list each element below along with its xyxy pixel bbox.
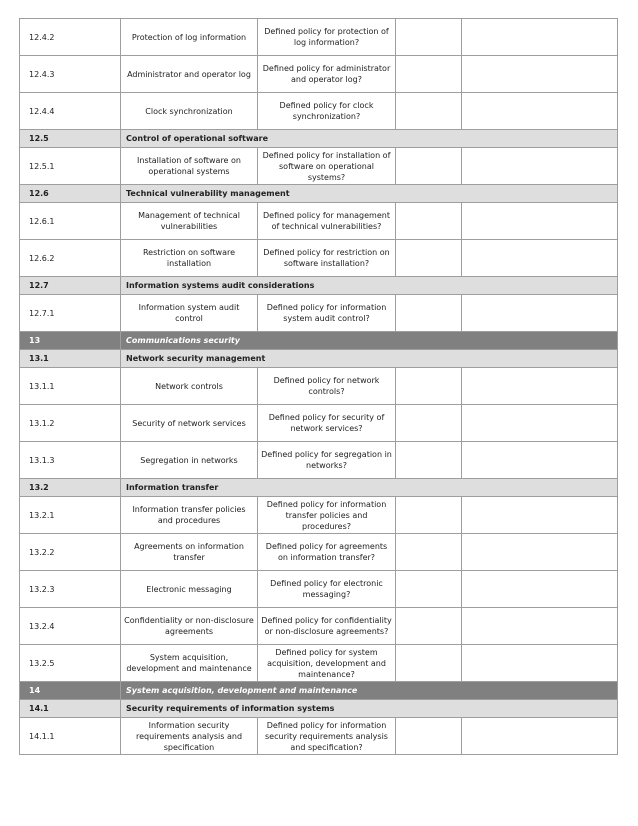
control-ref: 12.6.1 xyxy=(20,203,121,240)
control-name: Installation of software on operational systems xyxy=(121,148,258,185)
control-name: System acquisition, development and maintenance xyxy=(121,645,258,682)
answer-cell xyxy=(396,497,462,534)
control-ref: 12.4.4 xyxy=(20,93,121,130)
control-ref: 12.6.2 xyxy=(20,240,121,277)
control-row xyxy=(20,571,618,608)
section-title: Information transfer xyxy=(121,479,618,497)
section-title: Control of operational software xyxy=(121,130,618,148)
answer-cell xyxy=(396,368,462,405)
control-row xyxy=(20,497,618,534)
control-question: Defined policy for information security requirements analysis and specification? xyxy=(258,718,396,755)
answer-cell xyxy=(396,571,462,608)
section-header-row xyxy=(20,682,618,700)
control-row xyxy=(20,718,618,755)
control-ref: 13.2.2 xyxy=(20,534,121,571)
notes-cell xyxy=(462,442,618,479)
control-row xyxy=(20,645,618,682)
answer-cell xyxy=(396,203,462,240)
control-question: Defined policy for system acquisition, development and maintenance? xyxy=(258,645,396,682)
notes-cell xyxy=(462,534,618,571)
control-name: Management of technical vulnerabilities xyxy=(121,203,258,240)
answer-cell xyxy=(396,93,462,130)
control-row xyxy=(20,534,618,571)
control-ref: 14.1.1 xyxy=(20,718,121,755)
answer-cell xyxy=(396,56,462,93)
control-name: Security of network services xyxy=(121,405,258,442)
answer-cell xyxy=(396,442,462,479)
notes-cell xyxy=(462,56,618,93)
section-title: Information systems audit considerations xyxy=(121,277,618,295)
section-ref: 14 xyxy=(20,682,121,700)
section-header-row xyxy=(20,332,618,350)
control-row xyxy=(20,442,618,479)
notes-cell xyxy=(462,93,618,130)
subsection-header-row xyxy=(20,130,618,148)
notes-cell xyxy=(462,718,618,755)
control-question: Defined policy for clock synchronization? xyxy=(258,93,396,130)
answer-cell xyxy=(396,19,462,56)
control-ref: 13.2.4 xyxy=(20,608,121,645)
control-row xyxy=(20,368,618,405)
control-question: Defined policy for restriction on software installation? xyxy=(258,240,396,277)
subsection-header-row xyxy=(20,350,618,368)
control-name: Administrator and operator log xyxy=(121,56,258,93)
controls-table-body xyxy=(20,19,618,755)
control-row xyxy=(20,93,618,130)
control-row xyxy=(20,148,618,185)
subsection-header-row xyxy=(20,700,618,718)
control-row xyxy=(20,56,618,93)
control-question: Defined policy for segregation in networks? xyxy=(258,442,396,479)
answer-cell xyxy=(396,405,462,442)
control-question: Defined policy for electronic messaging? xyxy=(258,571,396,608)
control-question: Defined policy for security of network services? xyxy=(258,405,396,442)
answer-cell xyxy=(396,240,462,277)
section-ref: 13.1 xyxy=(20,350,121,368)
section-ref: 12.5 xyxy=(20,130,121,148)
control-name: Confidentiality or non-disclosure agreements xyxy=(121,608,258,645)
answer-cell xyxy=(396,645,462,682)
notes-cell xyxy=(462,571,618,608)
control-ref: 13.2.3 xyxy=(20,571,121,608)
control-question: Defined policy for network controls? xyxy=(258,368,396,405)
control-question: Defined policy for confidentiality or non-disclosure agreements? xyxy=(258,608,396,645)
control-question: Defined policy for information transfer policies and procedures? xyxy=(258,497,396,534)
answer-cell xyxy=(396,608,462,645)
control-question: Defined policy for installation of software on operational systems? xyxy=(258,148,396,185)
section-ref: 14.1 xyxy=(20,700,121,718)
control-name: Protection of log information xyxy=(121,19,258,56)
control-question: Defined policy for information system audit control? xyxy=(258,295,396,332)
section-title: Security requirements of information systems xyxy=(121,700,618,718)
notes-cell xyxy=(462,405,618,442)
control-ref: 13.1.2 xyxy=(20,405,121,442)
section-title: Network security management xyxy=(121,350,618,368)
section-ref: 13 xyxy=(20,332,121,350)
answer-cell xyxy=(396,295,462,332)
control-ref: 12.5.1 xyxy=(20,148,121,185)
control-name: Clock synchronization xyxy=(121,93,258,130)
control-question: Defined policy for administrator and operator log? xyxy=(258,56,396,93)
control-name: Agreements on information transfer xyxy=(121,534,258,571)
control-question: Defined policy for management of technical vulnerabilities? xyxy=(258,203,396,240)
control-name: Electronic messaging xyxy=(121,571,258,608)
control-question: Defined policy for agreements on information transfer? xyxy=(258,534,396,571)
control-name: Information security requirements analysis and specification xyxy=(121,718,258,755)
control-ref: 13.2.1 xyxy=(20,497,121,534)
control-ref: 13.1.3 xyxy=(20,442,121,479)
control-name: Restriction on software installation xyxy=(121,240,258,277)
section-title: System acquisition, development and maintenance xyxy=(121,682,618,700)
control-name: Information system audit control xyxy=(121,295,258,332)
control-row xyxy=(20,19,618,56)
notes-cell xyxy=(462,203,618,240)
notes-cell xyxy=(462,148,618,185)
control-name: Information transfer policies and procedures xyxy=(121,497,258,534)
notes-cell xyxy=(462,368,618,405)
control-ref: 12.4.2 xyxy=(20,19,121,56)
notes-cell xyxy=(462,240,618,277)
notes-cell xyxy=(462,19,618,56)
notes-cell xyxy=(462,608,618,645)
notes-cell xyxy=(462,497,618,534)
control-row xyxy=(20,295,618,332)
answer-cell xyxy=(396,148,462,185)
control-ref: 12.7.1 xyxy=(20,295,121,332)
subsection-header-row xyxy=(20,479,618,497)
control-row xyxy=(20,608,618,645)
answer-cell xyxy=(396,718,462,755)
control-ref: 13.1.1 xyxy=(20,368,121,405)
control-name: Segregation in networks xyxy=(121,442,258,479)
control-name: Network controls xyxy=(121,368,258,405)
subsection-header-row xyxy=(20,277,618,295)
control-row xyxy=(20,203,618,240)
subsection-header-row xyxy=(20,185,618,203)
control-row xyxy=(20,240,618,277)
control-ref: 12.4.3 xyxy=(20,56,121,93)
section-title: Technical vulnerability management xyxy=(121,185,618,203)
control-ref: 13.2.5 xyxy=(20,645,121,682)
control-question: Defined policy for protection of log information? xyxy=(258,19,396,56)
section-ref: 12.6 xyxy=(20,185,121,203)
notes-cell xyxy=(462,295,618,332)
controls-table xyxy=(19,18,618,755)
notes-cell xyxy=(462,645,618,682)
section-ref: 12.7 xyxy=(20,277,121,295)
section-title: Communications security xyxy=(121,332,618,350)
section-ref: 13.2 xyxy=(20,479,121,497)
control-row xyxy=(20,405,618,442)
answer-cell xyxy=(396,534,462,571)
